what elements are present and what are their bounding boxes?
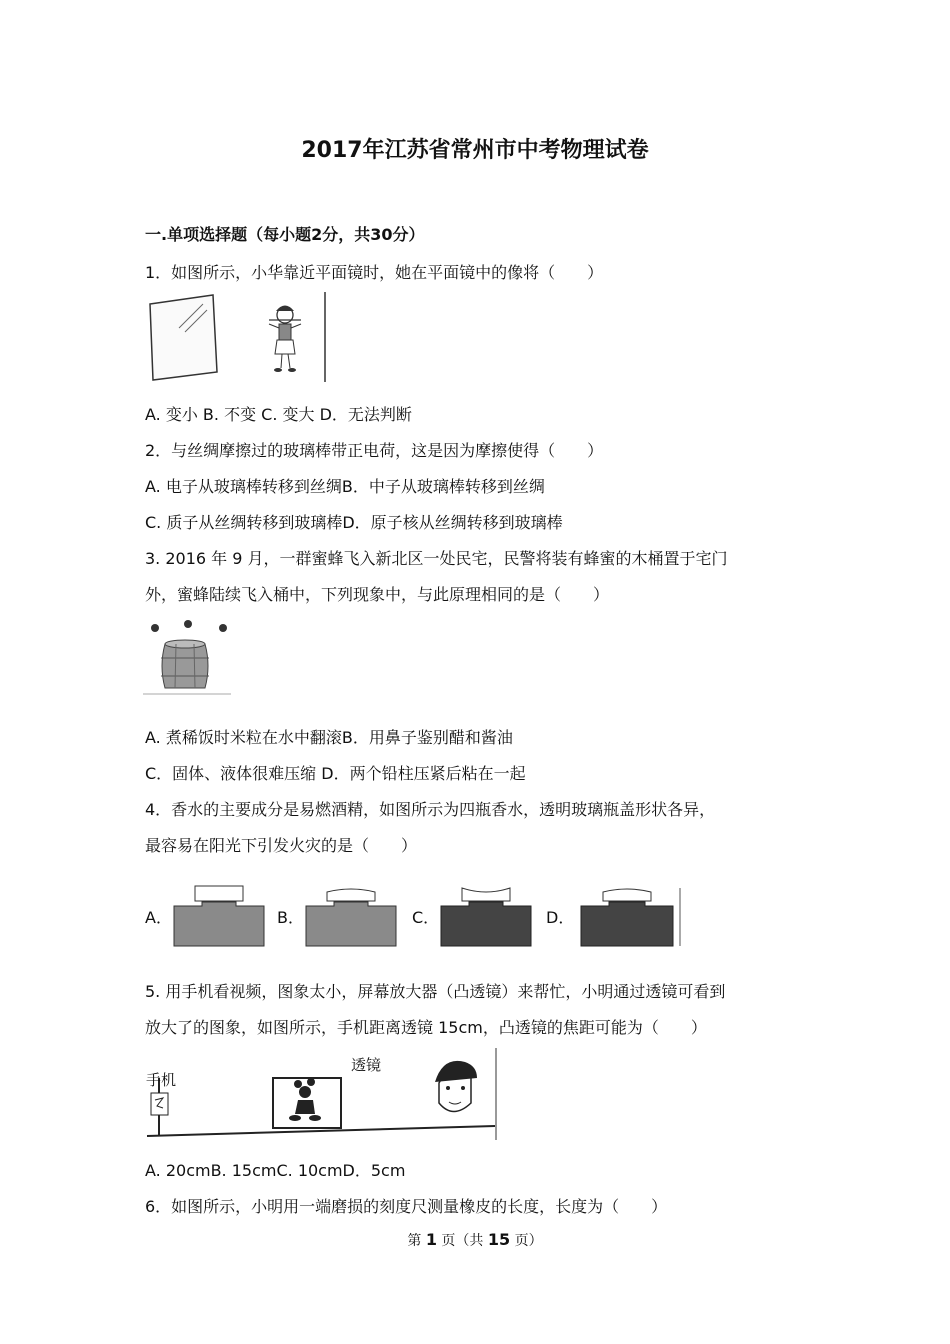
q4-label-d: D． [546,908,575,927]
q3-barrel-figure [143,618,235,698]
section-heading: 一.单项选择题（每小题2分，共30分） [145,225,425,244]
q3-options-cd: C．固体、液体很难压缩 D．两个铅柱压紧后粘在一起 [145,764,526,783]
q4-stem-line1: 4．香水的主要成分是易燃酒精，如图所示为四瓶香水，透明玻璃瓶盖形状各异， [145,800,716,819]
q5-lens-figure [143,1048,498,1142]
q2-stem: 2．与丝绸摩擦过的玻璃棒带正电荷，这是因为摩擦使得（ ） [145,441,604,460]
q5-options: A. 20cmB. 15cmC. 10cmD．5cm [145,1161,406,1180]
q5-figure-label-phone: 手机 [146,1071,177,1089]
q4-label-c: C． [412,908,440,927]
q4-label-b: B． [277,908,304,927]
q4-label-a: A． [145,908,172,927]
q4-bottle-c [435,884,537,949]
footer-prefix: 第 [407,1233,426,1249]
q3-stem-line1: 3. 2016 年 9 月，一群蜜蜂飞入新北区一处民宅，民警将装有蜂蜜的木桶置于宅门 [145,549,728,568]
q4-bottle-b [300,884,402,949]
footer-middle: 页（共 [436,1233,488,1249]
q4-stem-line2: 最容易在阳光下引发火灾的是（ ） [145,836,418,855]
footer-total-pages: 15 [487,1230,511,1249]
q1-mirror-figure [145,290,335,385]
q6-stem: 6．如图所示，小明用一端磨损的刻度尺测量橡皮的长度，长度为（ ） [145,1197,668,1216]
q5-figure-label-lens: 透镜 [351,1056,382,1074]
q5-stem-line1: 5. 用手机看视频，图象太小，屏幕放大器（凸透镜）来帮忙，小明通过透镜可看到 [145,982,726,1001]
q2-options-cd: C. 质子从丝绸转移到玻璃棒D．原子核从丝绸转移到玻璃棒 [145,513,563,532]
q3-options-ab: A. 煮稀饭时米粒在水中翻滚B．用鼻子鉴别醋和酱油 [145,728,513,747]
q1-options: A. 变小 B. 不变 C. 变大 D．无法判断 [145,405,412,424]
page-footer [0,1230,950,1250]
q5-stem-line2: 放大了的图象，如图所示，手机距离透镜 15cm，凸透镜的焦距可能为（ ） [145,1018,707,1037]
page-title: 2017年江苏省常州市中考物理试卷 [301,138,649,163]
q3-stem-line2: 外，蜜蜂陆续飞入桶中，下列现象中，与此原理相同的是（ ） [145,585,610,604]
footer-suffix: 页） [510,1233,543,1249]
q4-bottle-d [575,884,685,949]
q1-stem: 1．如图所示，小华靠近平面镜时，她在平面镜中的像将（ ） [145,263,604,282]
q2-options-ab: A. 电子从玻璃棒转移到丝绸B．中子从玻璃棒转移到丝绸 [145,477,545,496]
q4-bottle-a [168,884,270,949]
footer-page-number: 1 [425,1230,437,1249]
